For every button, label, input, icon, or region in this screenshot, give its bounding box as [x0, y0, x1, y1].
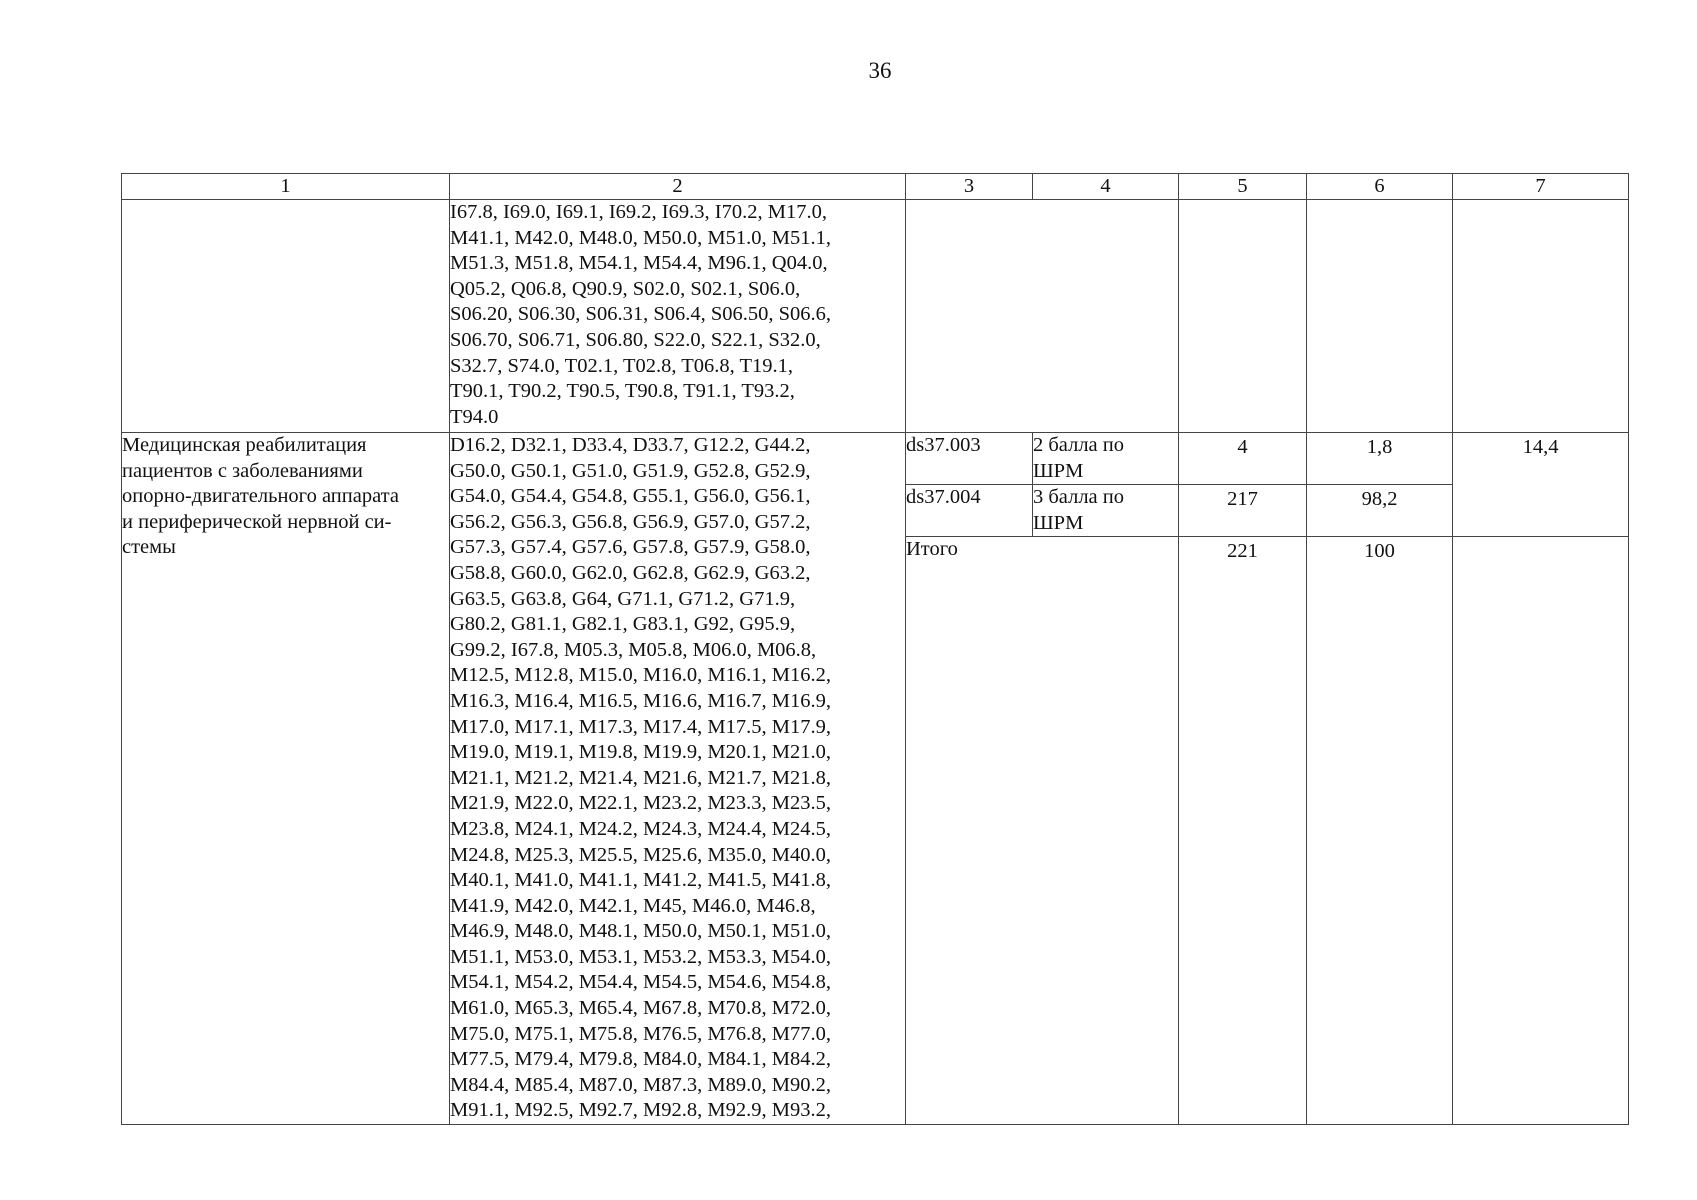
header-col-6: 6	[1307, 174, 1453, 200]
total-share: 100	[1307, 537, 1453, 1125]
rehab-row-name: Медицинская реабилитация пациентов с заболеваниями опорно-двигательного аппарата и периферической нервной си- стемы	[122, 433, 450, 1125]
header-col-5: 5	[1179, 174, 1307, 200]
subrow-1-code: ds37.003	[906, 433, 1033, 485]
continued-row-col-5	[1179, 200, 1307, 433]
continued-row-col-3-4	[906, 200, 1179, 433]
data-table	[121, 173, 1629, 1125]
total-label: Итого	[906, 537, 1179, 1125]
subrow-2-desc: 3 балла по ШРМ	[1033, 485, 1179, 537]
rehab-row-col-7: 14,4	[1453, 433, 1629, 537]
total-count: 221	[1179, 537, 1307, 1125]
subrow-2-count: 217	[1179, 485, 1307, 537]
continued-row-col-7	[1453, 200, 1629, 433]
subrow-1-share: 1,8	[1307, 433, 1453, 485]
continued-row-col-6	[1307, 200, 1453, 433]
rehab-row-codes: D16.2, D32.1, D33.4, D33.7, G12.2, G44.2, G50.0, G50.1, G51.0, G51.9, G52.8, G52.9, G54.0, G54.4, G54.8, G55.1, G56.0, G56.1, G56.2, G56.3, G56.8, G56.9, G57.0, G57.2, G57.3, G57.4, G57.6, G57.8, G57.9, G58.0, G58.8, G60.0, G62.0, G62.8, G62.9, G63.2, G63.5, G63.8, G64, G71.1, G71.2, G71.9, G80.2, G81.1, G82.1, G83.1, G92, G95.9, G99.2, I67.8, M05.3, M05.8, M06.0, M06.8, M12.5, M12.8, M15.0, M16.0, M16.1, M16.2, M16.3, M16.4, M16.5, M16.6, M16.7, M16.9, M17.0, M17.1, M17.3, M17.4, M17.5, M17.9, M19.0, M19.1, M19.8, M19.9, M20.1, M21.0, M21.1, M21.2, M21.4, M21.6, M21.7, M21.8, M21.9, M22.0, M22.1, M23.2, M23.3, M23.5, M23.8, M24.1, M24.2, M24.3, M24.4, M24.5, M24.8, M25.3, M25.5, M25.6, M35.0, M40.0, M40.1, M41.0, M41.1, M41.2, M41.5, M41.8, M41.9, M42.0, M42.1, M45, M46.0, M46.8, M46.9, M48.0, M48.1, M50.0, M50.1, M51.0, M51.1, M53.0, M53.1, M53.2, M53.3, M54.0, M54.1, M54.2, M54.4, M54.5, M54.6, M54.8, M61.0, M65.3, M65.4, M67.8, M70.8, M72.0, M75.0, M75.1, M75.8, M76.5, M76.8, M77.0, M77.5, M79.4, M79.8, M84.0, M84.1, M84.2, M84.4, M85.4, M87.0, M87.3, M89.0, M90.2, M91.1, M92.5, M92.7, M92.8, M92.9, M93.2,	[450, 433, 906, 1125]
continued-row-name	[122, 200, 450, 433]
header-col-7: 7	[1453, 174, 1629, 200]
total-col-7	[1453, 537, 1629, 1125]
header-col-3: 3	[906, 174, 1033, 200]
subrow-1-count: 4	[1179, 433, 1307, 485]
header-col-1: 1	[122, 174, 450, 200]
page-number: 36	[868, 58, 892, 83]
rehab-subrow-1	[122, 433, 1629, 485]
subrow-2-share: 98,2	[1307, 485, 1453, 537]
subrow-2-code: ds37.004	[906, 485, 1033, 537]
subrow-1-desc: 2 балла по ШРМ	[1033, 433, 1179, 485]
header-row	[122, 174, 1629, 200]
continued-row	[122, 200, 1629, 433]
header-col-2: 2	[450, 174, 906, 200]
continued-row-codes: I67.8, I69.0, I69.1, I69.2, I69.3, I70.2, M17.0, M41.1, M42.0, M48.0, M50.0, M51.0, M51.1, M51.3, M51.8, M54.1, M54.4, M96.1, Q04.0, Q05.2, Q06.8, Q90.9, S02.0, S02.1, S06.0, S06.20, S06.30, S06.31, S06.4, S06.50, S06.6, S06.70, S06.71, S06.80, S22.0, S22.1, S32.0, S32.7, S74.0, T02.1, T02.8, T06.8, T19.1, T90.1, T90.2, T90.5, T90.8, T91.1, T93.2, T94.0	[450, 200, 906, 433]
header-col-4: 4	[1033, 174, 1179, 200]
